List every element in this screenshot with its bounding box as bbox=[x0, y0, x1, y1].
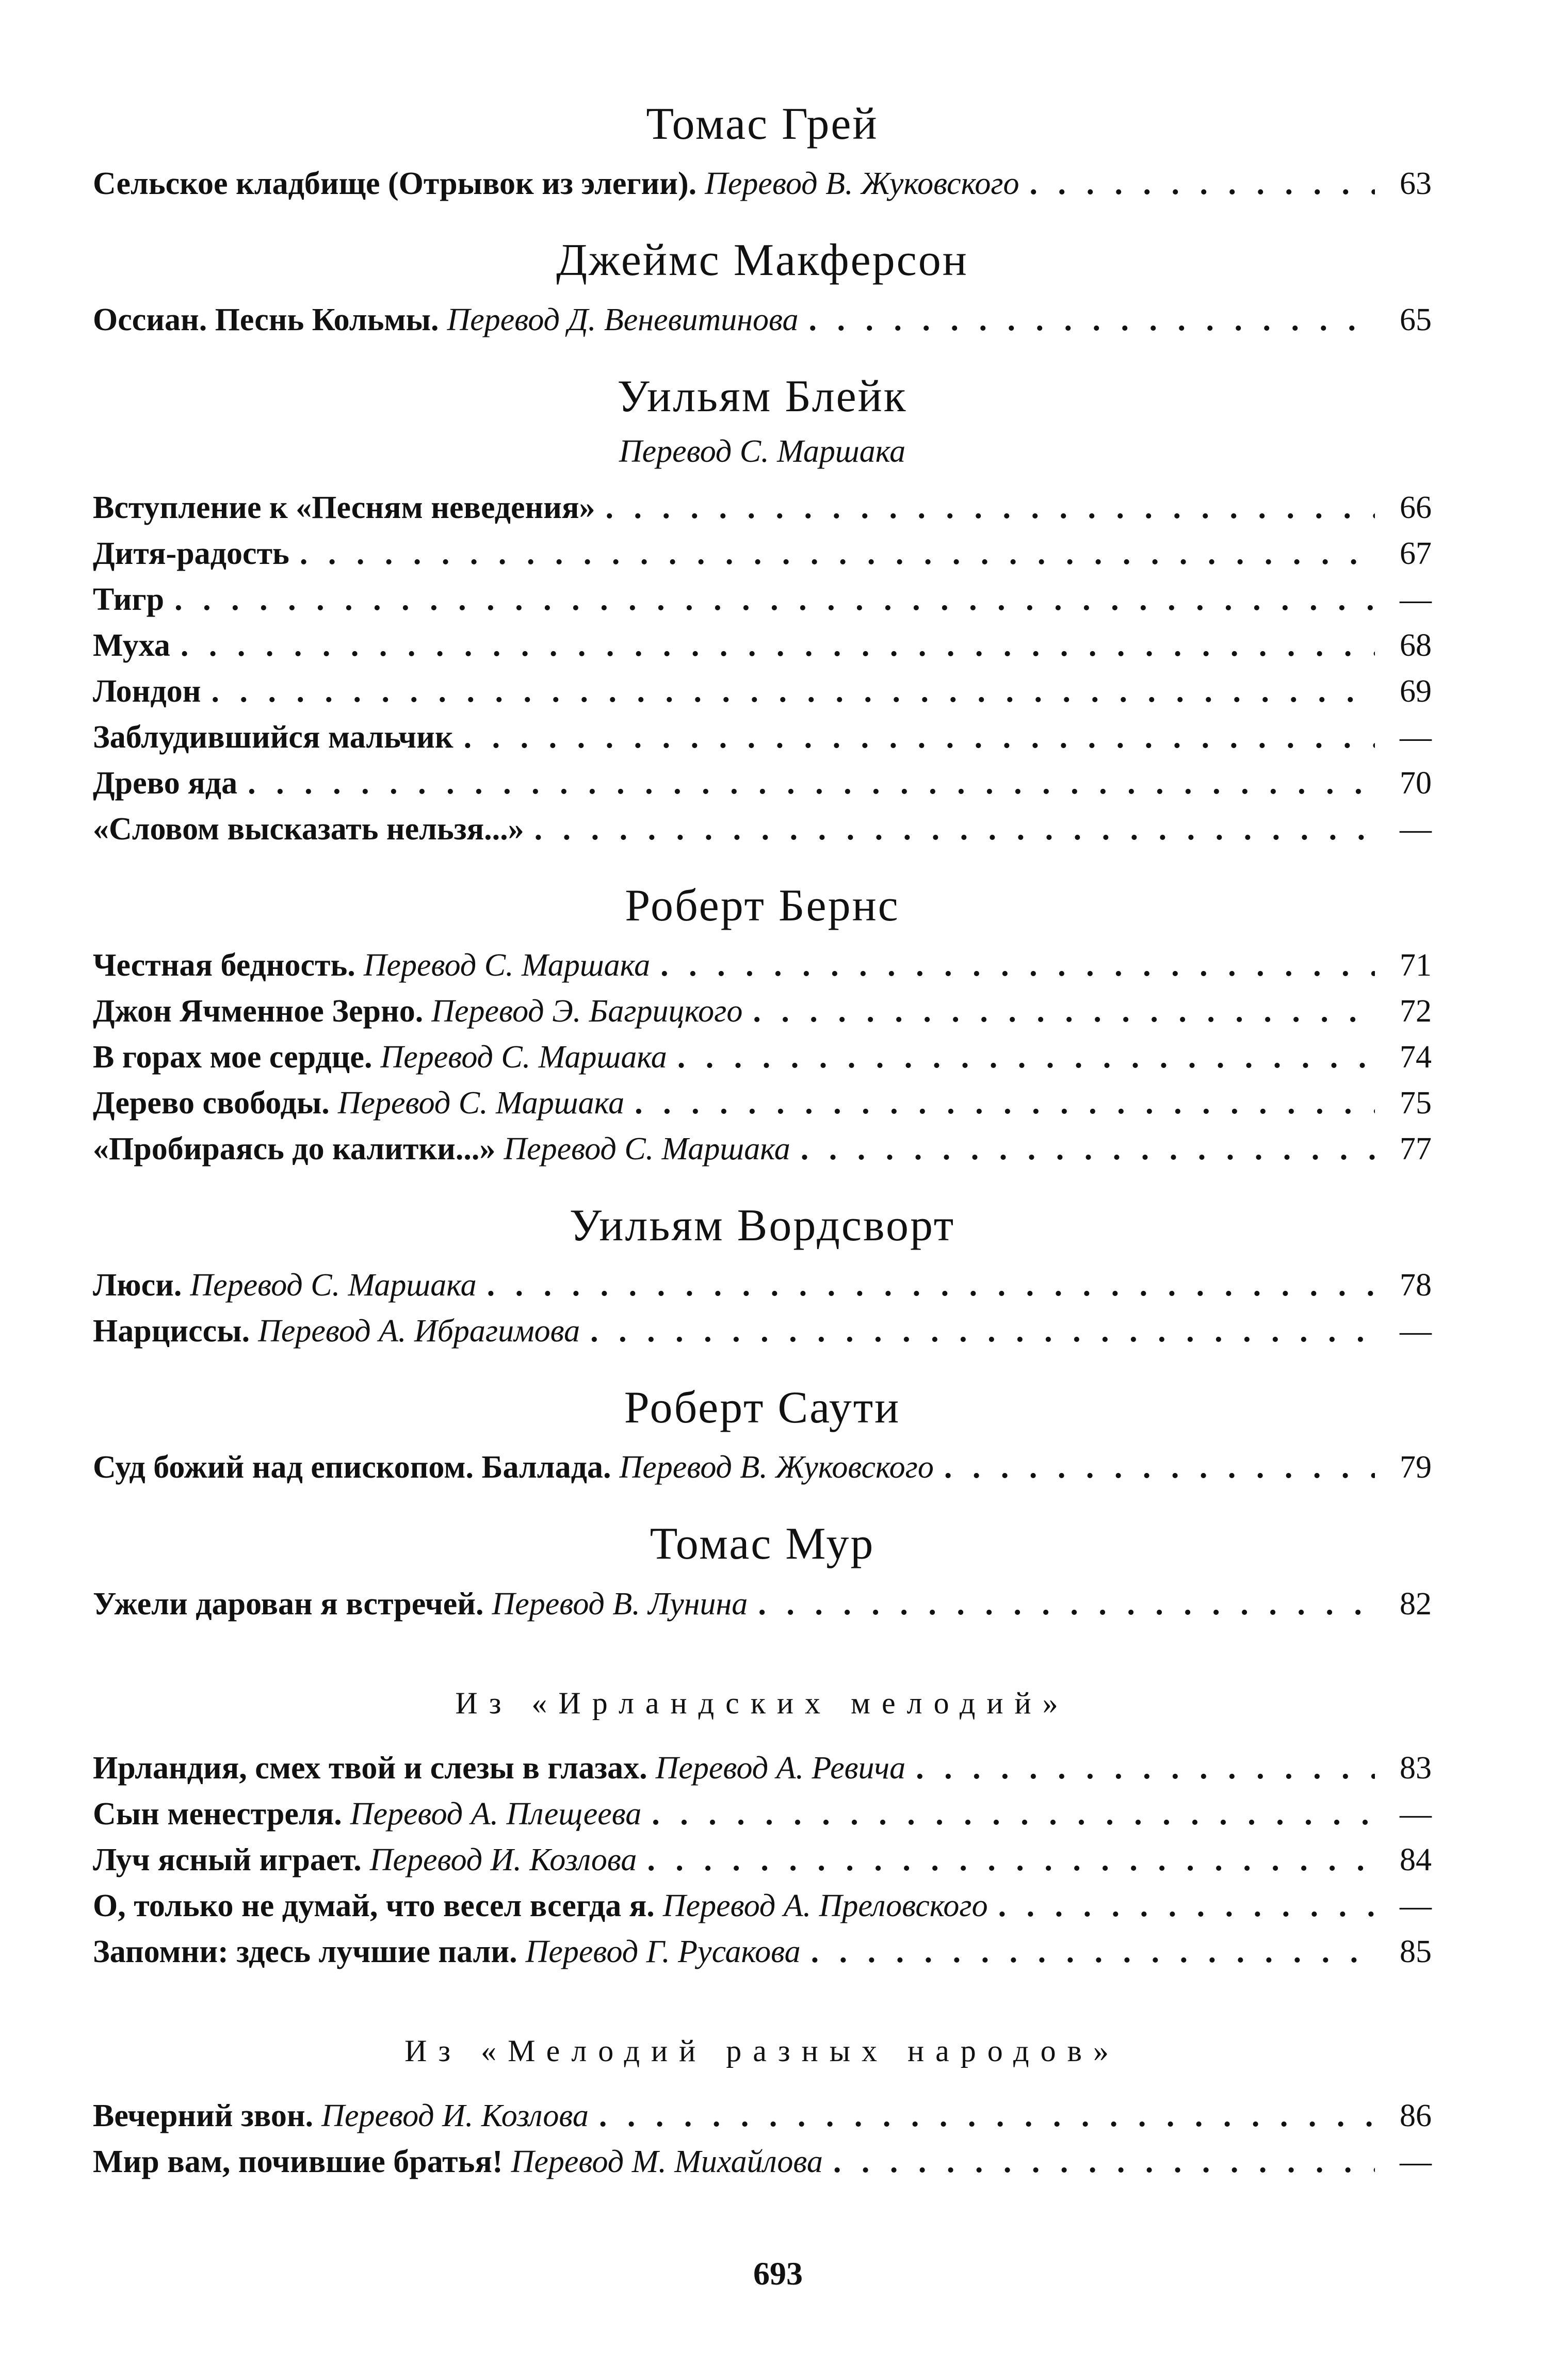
entry-page: — bbox=[1400, 2144, 1432, 2179]
entry-page: 63 bbox=[1400, 166, 1432, 202]
toc-entry[interactable] bbox=[93, 581, 1432, 627]
entry-translator: Перевод Г. Русакова bbox=[525, 1934, 801, 1969]
entry-translator: Перевод А. Ревича bbox=[655, 1750, 906, 1786]
section-translator: Перевод С. Маршака bbox=[619, 433, 906, 469]
dot-leader bbox=[248, 765, 1375, 802]
dot-leader bbox=[606, 490, 1375, 526]
toc-entry[interactable] bbox=[93, 1039, 1432, 1085]
entry-page: 83 bbox=[1400, 1750, 1432, 1786]
toc-entry[interactable] bbox=[93, 673, 1432, 719]
entry-page: — bbox=[1400, 581, 1432, 617]
entry-translator: Перевод Э. Багрицкого bbox=[431, 994, 743, 1029]
author-heading: Уильям Вордсворт bbox=[569, 1201, 955, 1251]
dot-leader bbox=[652, 1796, 1375, 1833]
entry-page: 82 bbox=[1400, 1586, 1432, 1622]
toc-entry[interactable] bbox=[93, 536, 1432, 581]
author-heading: Томас Грей bbox=[646, 99, 879, 149]
dot-leader bbox=[181, 627, 1375, 664]
entry-translator: Перевод С. Маршака bbox=[337, 1086, 625, 1121]
toc-entry[interactable] bbox=[93, 1888, 1432, 1934]
entry-title: Оссиан. Песнь Кольмы. bbox=[93, 302, 439, 338]
entry-title: Муха bbox=[93, 627, 170, 663]
dot-leader bbox=[801, 1131, 1375, 1168]
entry-title: Суд божий над епископом. Баллада. bbox=[93, 1450, 611, 1485]
toc-entry[interactable] bbox=[93, 1449, 1432, 1495]
dot-leader bbox=[809, 302, 1375, 338]
entry-title: Ужели дарован я встречей. bbox=[93, 1586, 484, 1622]
entry-translator: Перевод А. Преловского bbox=[662, 1888, 988, 1923]
entry-page: — bbox=[1400, 719, 1432, 755]
toc-entry[interactable] bbox=[93, 302, 1432, 348]
entry-page: 78 bbox=[1400, 1268, 1432, 1303]
entry-list bbox=[93, 1586, 1432, 1632]
entry-page: — bbox=[1400, 811, 1432, 847]
subsection-heading: Из «Ирландских мелодий» bbox=[455, 1686, 1069, 1720]
entry-page: 86 bbox=[1400, 2098, 1432, 2133]
entry-page: 68 bbox=[1400, 627, 1432, 663]
dot-leader bbox=[833, 2144, 1375, 2180]
author-heading: Томас Мур bbox=[650, 1519, 875, 1569]
dot-leader bbox=[998, 1888, 1375, 1924]
toc-entry[interactable] bbox=[93, 1267, 1432, 1313]
entry-page: 79 bbox=[1400, 1450, 1432, 1485]
toc-entry[interactable] bbox=[93, 947, 1432, 993]
entry-page: 65 bbox=[1400, 302, 1432, 338]
entry-title: Тигр bbox=[93, 581, 165, 617]
entry-list bbox=[93, 1449, 1432, 1495]
dot-leader bbox=[487, 1267, 1375, 1304]
toc-entry[interactable] bbox=[93, 719, 1432, 765]
dot-leader bbox=[758, 1586, 1375, 1623]
author-heading: Джеймс Макферсон bbox=[556, 235, 968, 286]
entry-translator: Перевод Д. Веневитинова bbox=[447, 302, 799, 338]
dot-leader bbox=[300, 536, 1375, 572]
entry-page: 70 bbox=[1400, 765, 1432, 801]
page-number: 693 bbox=[753, 2255, 803, 2292]
entry-title: Дитя-радость bbox=[93, 536, 289, 571]
spacer bbox=[93, 1655, 1432, 1686]
entry-title: Луч ясный играет. bbox=[93, 1842, 362, 1877]
entry-page: 66 bbox=[1400, 490, 1432, 525]
toc-entry[interactable] bbox=[93, 1313, 1432, 1359]
entry-title: Древо яда bbox=[93, 765, 238, 801]
entry-page: 84 bbox=[1400, 1842, 1432, 1877]
entry-list bbox=[93, 490, 1432, 857]
entry-title: Вечерний звон. bbox=[93, 2098, 314, 2133]
entry-translator: Перевод С. Маршака bbox=[380, 1040, 667, 1075]
entry-title: Честная бедность. bbox=[93, 948, 355, 983]
toc-entry[interactable] bbox=[93, 1796, 1432, 1842]
dot-leader bbox=[677, 1039, 1375, 1076]
author-heading: Роберт Бернс bbox=[625, 880, 900, 931]
entry-page: — bbox=[1400, 1888, 1432, 1923]
author-heading: Роберт Саути bbox=[624, 1383, 901, 1433]
dot-leader bbox=[464, 719, 1375, 756]
entry-title: Вступление к «Песням неведения» bbox=[93, 490, 595, 525]
entry-title: Люси. bbox=[93, 1268, 182, 1303]
toc-entry[interactable] bbox=[93, 1085, 1432, 1131]
entry-translator: Перевод В. Жуковского bbox=[619, 1450, 934, 1485]
author-heading: Уильям Блейк bbox=[617, 371, 907, 422]
toc-entry[interactable] bbox=[93, 1934, 1432, 1980]
entry-translator: Перевод С. Маршака bbox=[504, 1131, 790, 1167]
toc-entry[interactable] bbox=[93, 627, 1432, 673]
toc-entry[interactable] bbox=[93, 993, 1432, 1039]
dot-leader bbox=[635, 1085, 1375, 1122]
entry-list bbox=[93, 166, 1432, 212]
entry-translator: Перевод С. Маршака bbox=[190, 1268, 477, 1303]
dot-leader bbox=[660, 947, 1375, 984]
entry-translator: Перевод И. Козлова bbox=[321, 2098, 589, 2133]
dot-leader bbox=[916, 1750, 1375, 1787]
table-of-contents bbox=[93, 98, 1432, 2212]
entry-translator: Перевод А. Ибрагимова bbox=[258, 1314, 580, 1349]
subsection-heading: Из «Мелодий разных народов» bbox=[404, 2033, 1120, 2068]
entry-title: Запомни: здесь лучшие пали. bbox=[93, 1934, 517, 1969]
toc-entry[interactable] bbox=[93, 1842, 1432, 1888]
entry-page: — bbox=[1400, 1314, 1432, 1349]
entry-page: 85 bbox=[1400, 1934, 1432, 1969]
entry-title: Ирландия, смех твой и слезы в глазах. bbox=[93, 1750, 647, 1786]
dot-leader bbox=[647, 1842, 1375, 1879]
toc-entry[interactable] bbox=[93, 2144, 1432, 2190]
entry-page: 75 bbox=[1400, 1086, 1432, 1121]
entry-translator: Перевод А. Плещеева bbox=[350, 1796, 642, 1832]
entry-translator: Перевод С. Маршака bbox=[363, 948, 651, 983]
entry-list bbox=[93, 1267, 1432, 1359]
entry-title: В горах мое сердце. bbox=[93, 1040, 372, 1075]
toc-entry[interactable] bbox=[93, 1750, 1432, 1796]
entry-translator: Перевод М. Михайлова bbox=[511, 2144, 823, 2179]
entry-page: 74 bbox=[1400, 1040, 1432, 1075]
dot-leader bbox=[211, 673, 1375, 710]
entry-title: Сельское кладбище (Отрывок из элегии). bbox=[93, 166, 697, 202]
entry-page: 71 bbox=[1400, 948, 1432, 983]
dot-leader bbox=[1030, 166, 1375, 202]
dot-leader bbox=[811, 1934, 1375, 1970]
entry-page: 72 bbox=[1400, 994, 1432, 1029]
entry-page: — bbox=[1400, 1796, 1432, 1832]
entry-page: 77 bbox=[1400, 1131, 1432, 1167]
entry-title: Лондон bbox=[93, 673, 201, 709]
dot-leader bbox=[534, 811, 1375, 848]
toc-entry[interactable] bbox=[93, 490, 1432, 536]
entry-title: Дерево свободы. bbox=[93, 1086, 330, 1121]
entry-title: Заблудившийся мальчик bbox=[93, 719, 453, 755]
toc-entry[interactable] bbox=[93, 2098, 1432, 2144]
dot-leader bbox=[174, 581, 1375, 618]
entry-title: Мир вам, почившие братья! bbox=[93, 2144, 503, 2179]
entry-list bbox=[93, 1750, 1432, 1980]
toc-entry[interactable] bbox=[93, 166, 1432, 212]
entry-list bbox=[93, 302, 1432, 348]
entry-title: Джон Ячменное Зерно. bbox=[93, 994, 424, 1029]
entry-title: Сын менестреля. bbox=[93, 1796, 342, 1832]
entry-page: 67 bbox=[1400, 536, 1432, 571]
entry-title: О, только не думай, что весел всегда я. bbox=[93, 1888, 655, 1923]
toc-entry[interactable] bbox=[93, 1131, 1432, 1177]
entry-page: 69 bbox=[1400, 673, 1432, 709]
entry-list bbox=[93, 947, 1432, 1177]
entry-translator: Перевод И. Козлова bbox=[369, 1842, 637, 1877]
entry-translator: Перевод В. Лунина bbox=[492, 1586, 748, 1622]
dot-leader bbox=[944, 1449, 1375, 1486]
entry-list bbox=[93, 2098, 1432, 2190]
toc-entry[interactable] bbox=[93, 811, 1432, 857]
entry-title: «Пробираясь до калитки...» bbox=[93, 1131, 496, 1167]
dot-leader bbox=[590, 1313, 1375, 1350]
entry-title: «Словом высказать нельзя...» bbox=[93, 811, 524, 847]
entry-translator: Перевод В. Жуковского bbox=[705, 166, 1019, 202]
dot-leader bbox=[753, 993, 1375, 1030]
entry-title: Нарциссы. bbox=[93, 1314, 250, 1349]
toc-entry[interactable] bbox=[93, 1586, 1432, 1632]
toc-entry[interactable] bbox=[93, 765, 1432, 811]
dot-leader bbox=[599, 2098, 1375, 2134]
spacer bbox=[93, 2002, 1432, 2033]
